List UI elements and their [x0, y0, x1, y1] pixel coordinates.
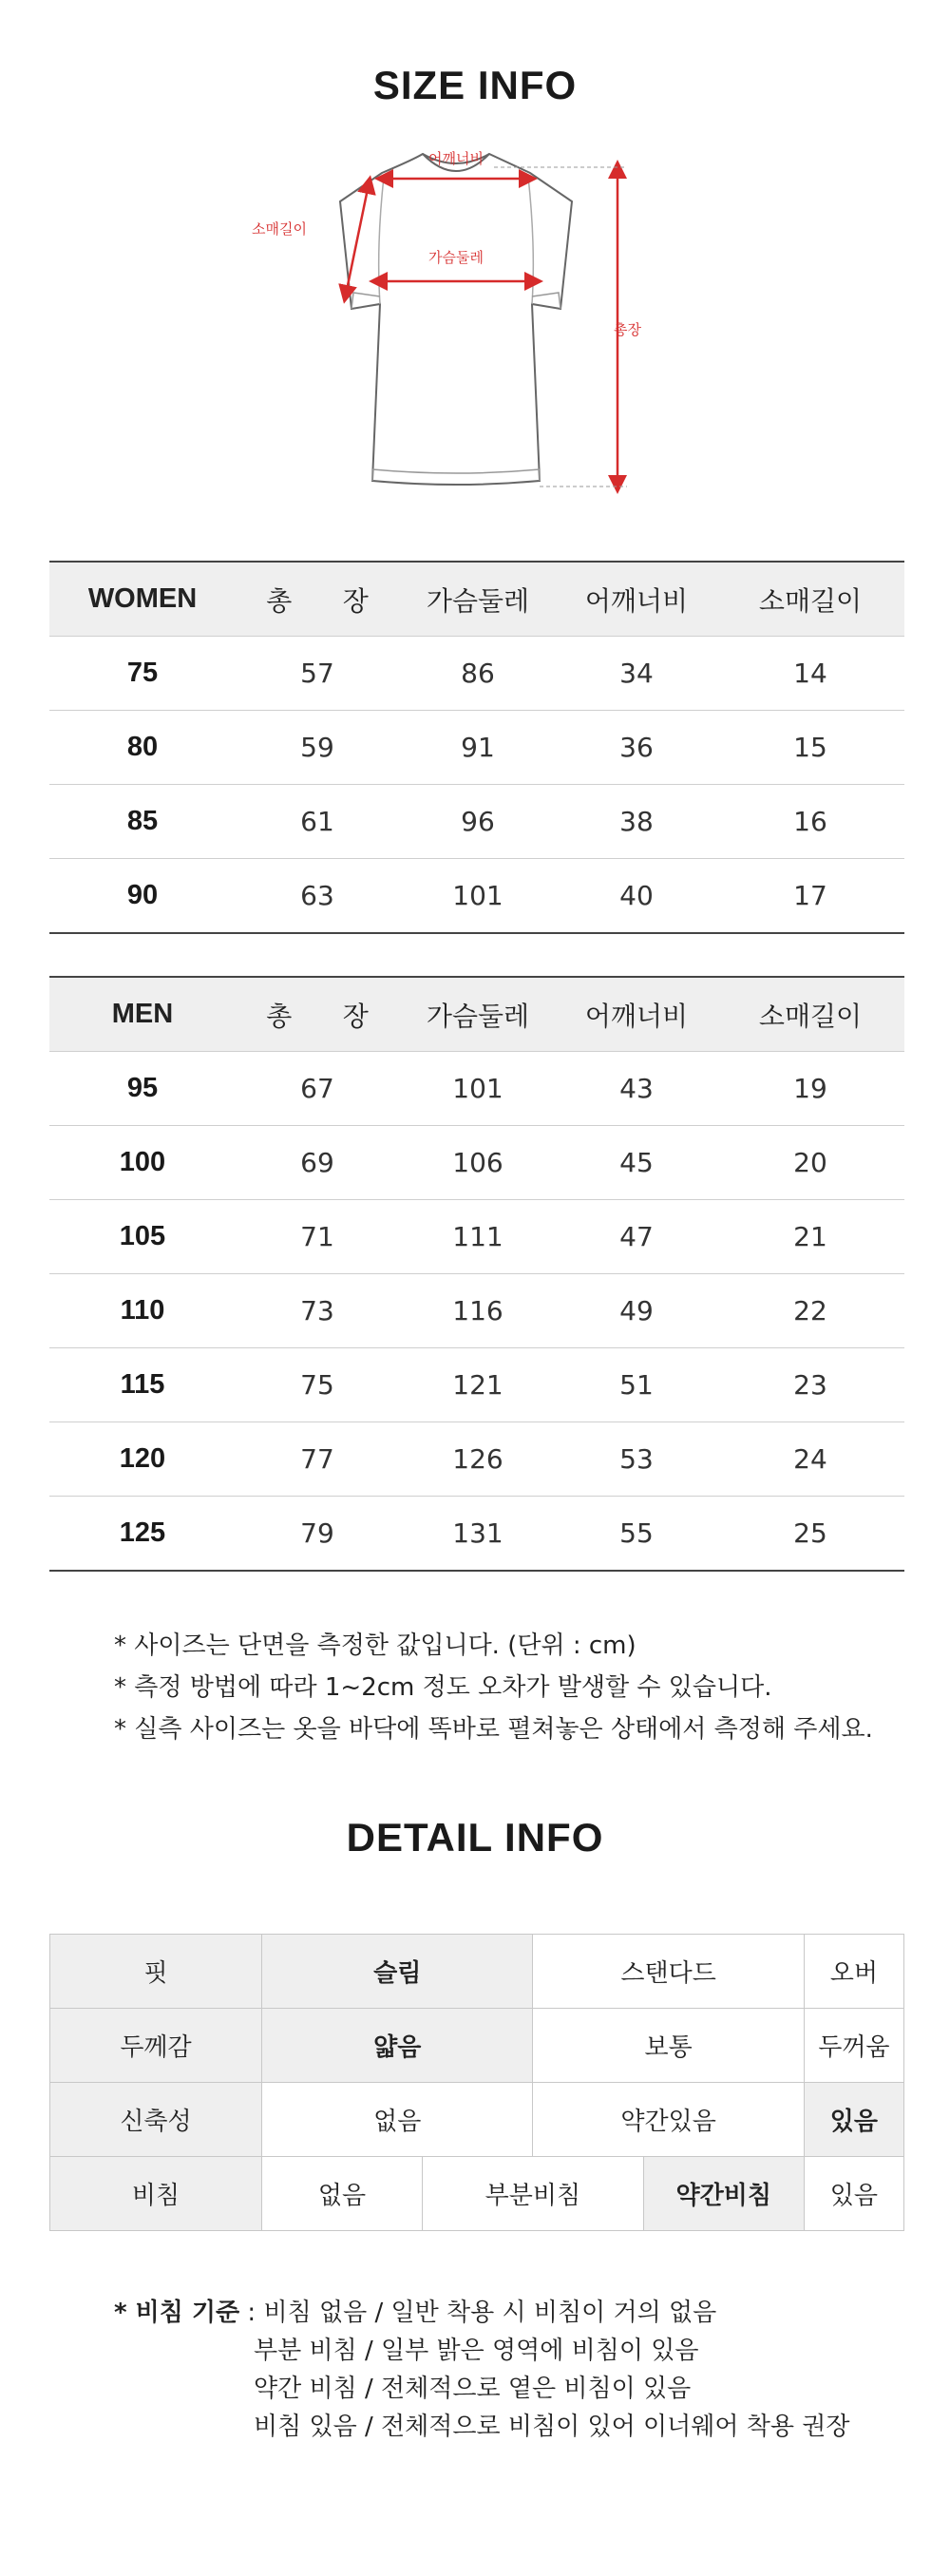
thickness-label: 두께감 [50, 2009, 262, 2083]
header-cell: WOMEN [49, 562, 236, 637]
measure-cell: 47 [557, 1200, 716, 1274]
measure-cell: 51 [557, 1348, 716, 1422]
detail-info-table [49, 1934, 904, 2231]
criteria-line: 약간 비침 / 전체적으로 옅은 비침이 있음 [254, 2375, 692, 2403]
measure-cell: 71 [236, 1200, 399, 1274]
fit-row [50, 1935, 904, 2009]
measure-cell: 21 [716, 1200, 904, 1274]
measure-cell: 106 [399, 1126, 557, 1200]
measure-cell: 53 [557, 1422, 716, 1497]
size-cell: 95 [49, 1052, 236, 1126]
header-cell: 가슴둘레 [399, 562, 557, 637]
measure-cell: 73 [236, 1274, 399, 1348]
size-info-title: SIZE INFO [372, 63, 578, 107]
stretch-option-slight: 약간있음 [533, 2083, 804, 2157]
fit-option-over: 오버 [804, 1935, 903, 2009]
measure-cell: 14 [716, 637, 904, 711]
table-row [49, 711, 904, 785]
header-cell: 총 장 [236, 562, 399, 637]
criteria-head: * 비침 기준 [114, 2299, 240, 2327]
women-size-table [49, 561, 904, 934]
tshirt-icon [340, 154, 572, 485]
size-cell: 105 [49, 1200, 236, 1274]
sheer-row [50, 2157, 904, 2231]
size-cell: 120 [49, 1422, 236, 1497]
measure-cell: 116 [399, 1274, 557, 1348]
size-cell: 115 [49, 1348, 236, 1422]
measure-cell: 96 [399, 785, 557, 859]
header-cell: 소매길이 [716, 977, 904, 1052]
size-cell: 110 [49, 1274, 236, 1348]
measure-cell: 101 [399, 859, 557, 934]
size-cell: 85 [49, 785, 236, 859]
measure-cell: 63 [236, 859, 399, 934]
shoulder-label: 어깨너비 [428, 150, 484, 167]
thickness-option-thick: 두꺼움 [804, 2009, 903, 2083]
table-row [49, 637, 904, 711]
measure-cell: 69 [236, 1126, 399, 1200]
measure-cell: 79 [236, 1497, 399, 1572]
measure-cell: 20 [716, 1126, 904, 1200]
table-row [49, 1348, 904, 1422]
table-row [49, 1422, 904, 1497]
thickness-option-normal: 보통 [533, 2009, 804, 2083]
measure-cell: 67 [236, 1052, 399, 1126]
stretch-option-none: 없음 [262, 2083, 533, 2157]
note-line: * 측정 방법에 따라 1~2cm 정도 오차가 발생할 수 있습니다. [114, 1673, 772, 1702]
measure-cell: 36 [557, 711, 716, 785]
table-row [49, 1274, 904, 1348]
measure-cell: 15 [716, 711, 904, 785]
measure-cell: 25 [716, 1497, 904, 1572]
table-header-row [49, 562, 904, 637]
length-label: 총장 [614, 321, 641, 338]
tshirt-measure-diagram [252, 143, 646, 504]
header-cell: 어깨너비 [557, 977, 716, 1052]
measure-cell: 55 [557, 1497, 716, 1572]
header-cell: MEN [49, 977, 236, 1052]
fit-label: 핏 [50, 1935, 262, 2009]
sleeve-label: 소매길이 [252, 220, 307, 238]
measure-cell: 121 [399, 1348, 557, 1422]
measure-cell: 43 [557, 1052, 716, 1126]
measure-cell: 126 [399, 1422, 557, 1497]
header-cell: 소매길이 [716, 562, 904, 637]
header-cell: 가슴둘레 [399, 977, 557, 1052]
table-row [49, 1497, 904, 1572]
fit-option-slim: 슬림 [262, 1935, 533, 2009]
measure-cell: 23 [716, 1348, 904, 1422]
measure-cell: 86 [399, 637, 557, 711]
thickness-row [50, 2009, 904, 2083]
thickness-option-thin: 얇음 [262, 2009, 533, 2083]
sheer-option-partial: 부분비침 [423, 2157, 644, 2231]
measure-cell: 57 [236, 637, 399, 711]
measure-cell: 45 [557, 1126, 716, 1200]
size-cell: 80 [49, 711, 236, 785]
size-cell: 100 [49, 1126, 236, 1200]
size-cell: 125 [49, 1497, 236, 1572]
measure-cell: 24 [716, 1422, 904, 1497]
stretch-option-yes: 있음 [804, 2083, 903, 2157]
size-cell: 75 [49, 637, 236, 711]
measure-cell: 34 [557, 637, 716, 711]
chest-label: 가슴둘레 [428, 249, 484, 266]
note-line: * 실측 사이즈는 옷을 바닥에 똑바로 펼쳐놓은 상태에서 측정해 주세요. [114, 1715, 873, 1744]
note-line: * 사이즈는 단면을 측정한 값입니다. (단위 : cm) [114, 1631, 636, 1660]
sheer-option-none: 없음 [262, 2157, 423, 2231]
size-notes [114, 1625, 873, 1750]
measure-cell: 59 [236, 711, 399, 785]
measure-cell: 40 [557, 859, 716, 934]
measure-cell: 49 [557, 1274, 716, 1348]
table-row [49, 859, 904, 934]
measure-cell: 16 [716, 785, 904, 859]
fit-option-standard: 스탠다드 [533, 1935, 804, 2009]
men-size-table [49, 976, 904, 1572]
measure-cell: 91 [399, 711, 557, 785]
table-row [49, 785, 904, 859]
header-cell: 총 장 [236, 977, 399, 1052]
criteria-line: 부분 비침 / 일부 밝은 영역에 비침이 있음 [254, 2337, 699, 2365]
measure-cell: 111 [399, 1200, 557, 1274]
table-header-row [49, 977, 904, 1052]
stretch-row [50, 2083, 904, 2157]
measure-cell: 75 [236, 1348, 399, 1422]
sheer-label: 비침 [50, 2157, 262, 2231]
stretch-label: 신축성 [50, 2083, 262, 2157]
sheer-option-yes: 있음 [804, 2157, 903, 2231]
table-row [49, 1200, 904, 1274]
measure-cell: 38 [557, 785, 716, 859]
header-cell: 어깨너비 [557, 562, 716, 637]
criteria-line: : 비침 없음 / 일반 착용 시 비침이 거의 없음 [239, 2299, 717, 2327]
table-row [49, 1126, 904, 1200]
detail-info-title: DETAIL INFO [346, 1815, 604, 1860]
measure-cell: 22 [716, 1274, 904, 1348]
size-cell: 90 [49, 859, 236, 934]
criteria-line: 비침 있음 / 전체적으로 비침이 있어 이너웨어 착용 권장 [254, 2413, 850, 2441]
measure-cell: 17 [716, 859, 904, 934]
measure-cell: 131 [399, 1497, 557, 1572]
measure-cell: 61 [236, 785, 399, 859]
sheer-option-slight: 약간비침 [643, 2157, 804, 2231]
measure-cell: 101 [399, 1052, 557, 1126]
table-row [49, 1052, 904, 1126]
measure-cell: 19 [716, 1052, 904, 1126]
sheer-criteria [114, 2294, 849, 2446]
measure-cell: 77 [236, 1422, 399, 1497]
